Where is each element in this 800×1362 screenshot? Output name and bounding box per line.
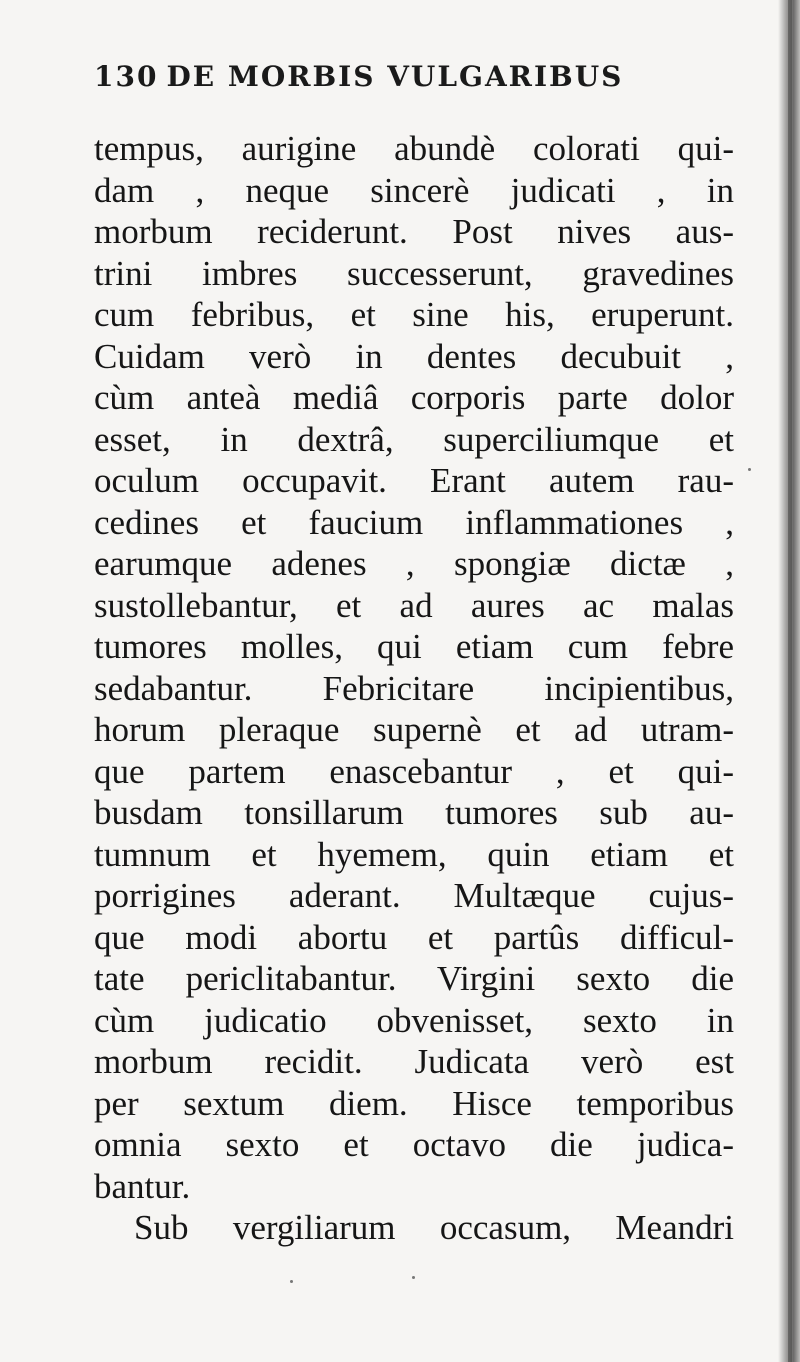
text-line: per sextum diem. Hisce temporibus [94, 1083, 734, 1123]
paragraph-end-line: bantur. [94, 1166, 191, 1206]
page-edge-line [788, 0, 792, 1362]
text-line: cedines et faucium inflammationes , [94, 502, 734, 542]
text-line: sustollebantur, et ad aures ac malas [94, 585, 734, 625]
text-line: tumores molles, qui etiam cum febre [94, 627, 734, 666]
text-line: porrigines aderant. Multæque cujus- [94, 876, 734, 915]
running-title: DE MORBIS VULGARIBUS [166, 60, 624, 93]
text-line: dam , neque sincerè judicati , in [94, 170, 734, 210]
text-line: morbum recidit. Judicata verò est [94, 1042, 734, 1081]
body-text [94, 128, 734, 1249]
text-line: morbum reciderunt. Post nives aus- [94, 212, 734, 251]
text-line: earumque adenes , spongiæ dictæ , [94, 544, 734, 583]
text-line: horum pleraque supernè et ad utram- [94, 710, 734, 749]
paragraph-start-line: Sub vergiliarum occasum, Meandri [134, 1208, 734, 1247]
text-line: que modi abortu et partûs difficul- [94, 917, 734, 957]
text-line: tempus, aurigine abundè colorati qui- [94, 129, 734, 168]
paper-speck [748, 468, 751, 471]
running-header [94, 60, 654, 93]
page-number: 130 [94, 60, 159, 93]
paper-speck [290, 1280, 293, 1283]
text-line: esset, in dextrâ, superciliumque et [94, 419, 734, 459]
text-line: Cuidam verò in dentes decubuit , [94, 336, 734, 376]
text-line: sedabantur. Febricitare incipientibus, [94, 668, 734, 708]
paper-speck [412, 1276, 415, 1279]
text-line: trini imbres successerunt, gravedines [94, 253, 734, 293]
text-line: cum febribus, et sine his, eruperunt. [94, 295, 734, 334]
text-line: que partem enascebantur , et qui- [94, 751, 734, 791]
text-line: cùm anteà mediâ corporis parte dolor [94, 378, 734, 417]
text-line: tate periclitabantur. Virgini sexto die [94, 959, 734, 998]
text-line: tumnum et hyemem, quin etiam et [94, 834, 734, 874]
text-line: busdam tonsillarum tumores sub au- [94, 793, 734, 832]
text-line: cùm judicatio obvenisset, sexto in [94, 1000, 734, 1040]
text-line: omnia sexto et octavo die judica- [94, 1125, 734, 1164]
text-line: oculum occupavit. Erant autem rau- [94, 461, 734, 500]
